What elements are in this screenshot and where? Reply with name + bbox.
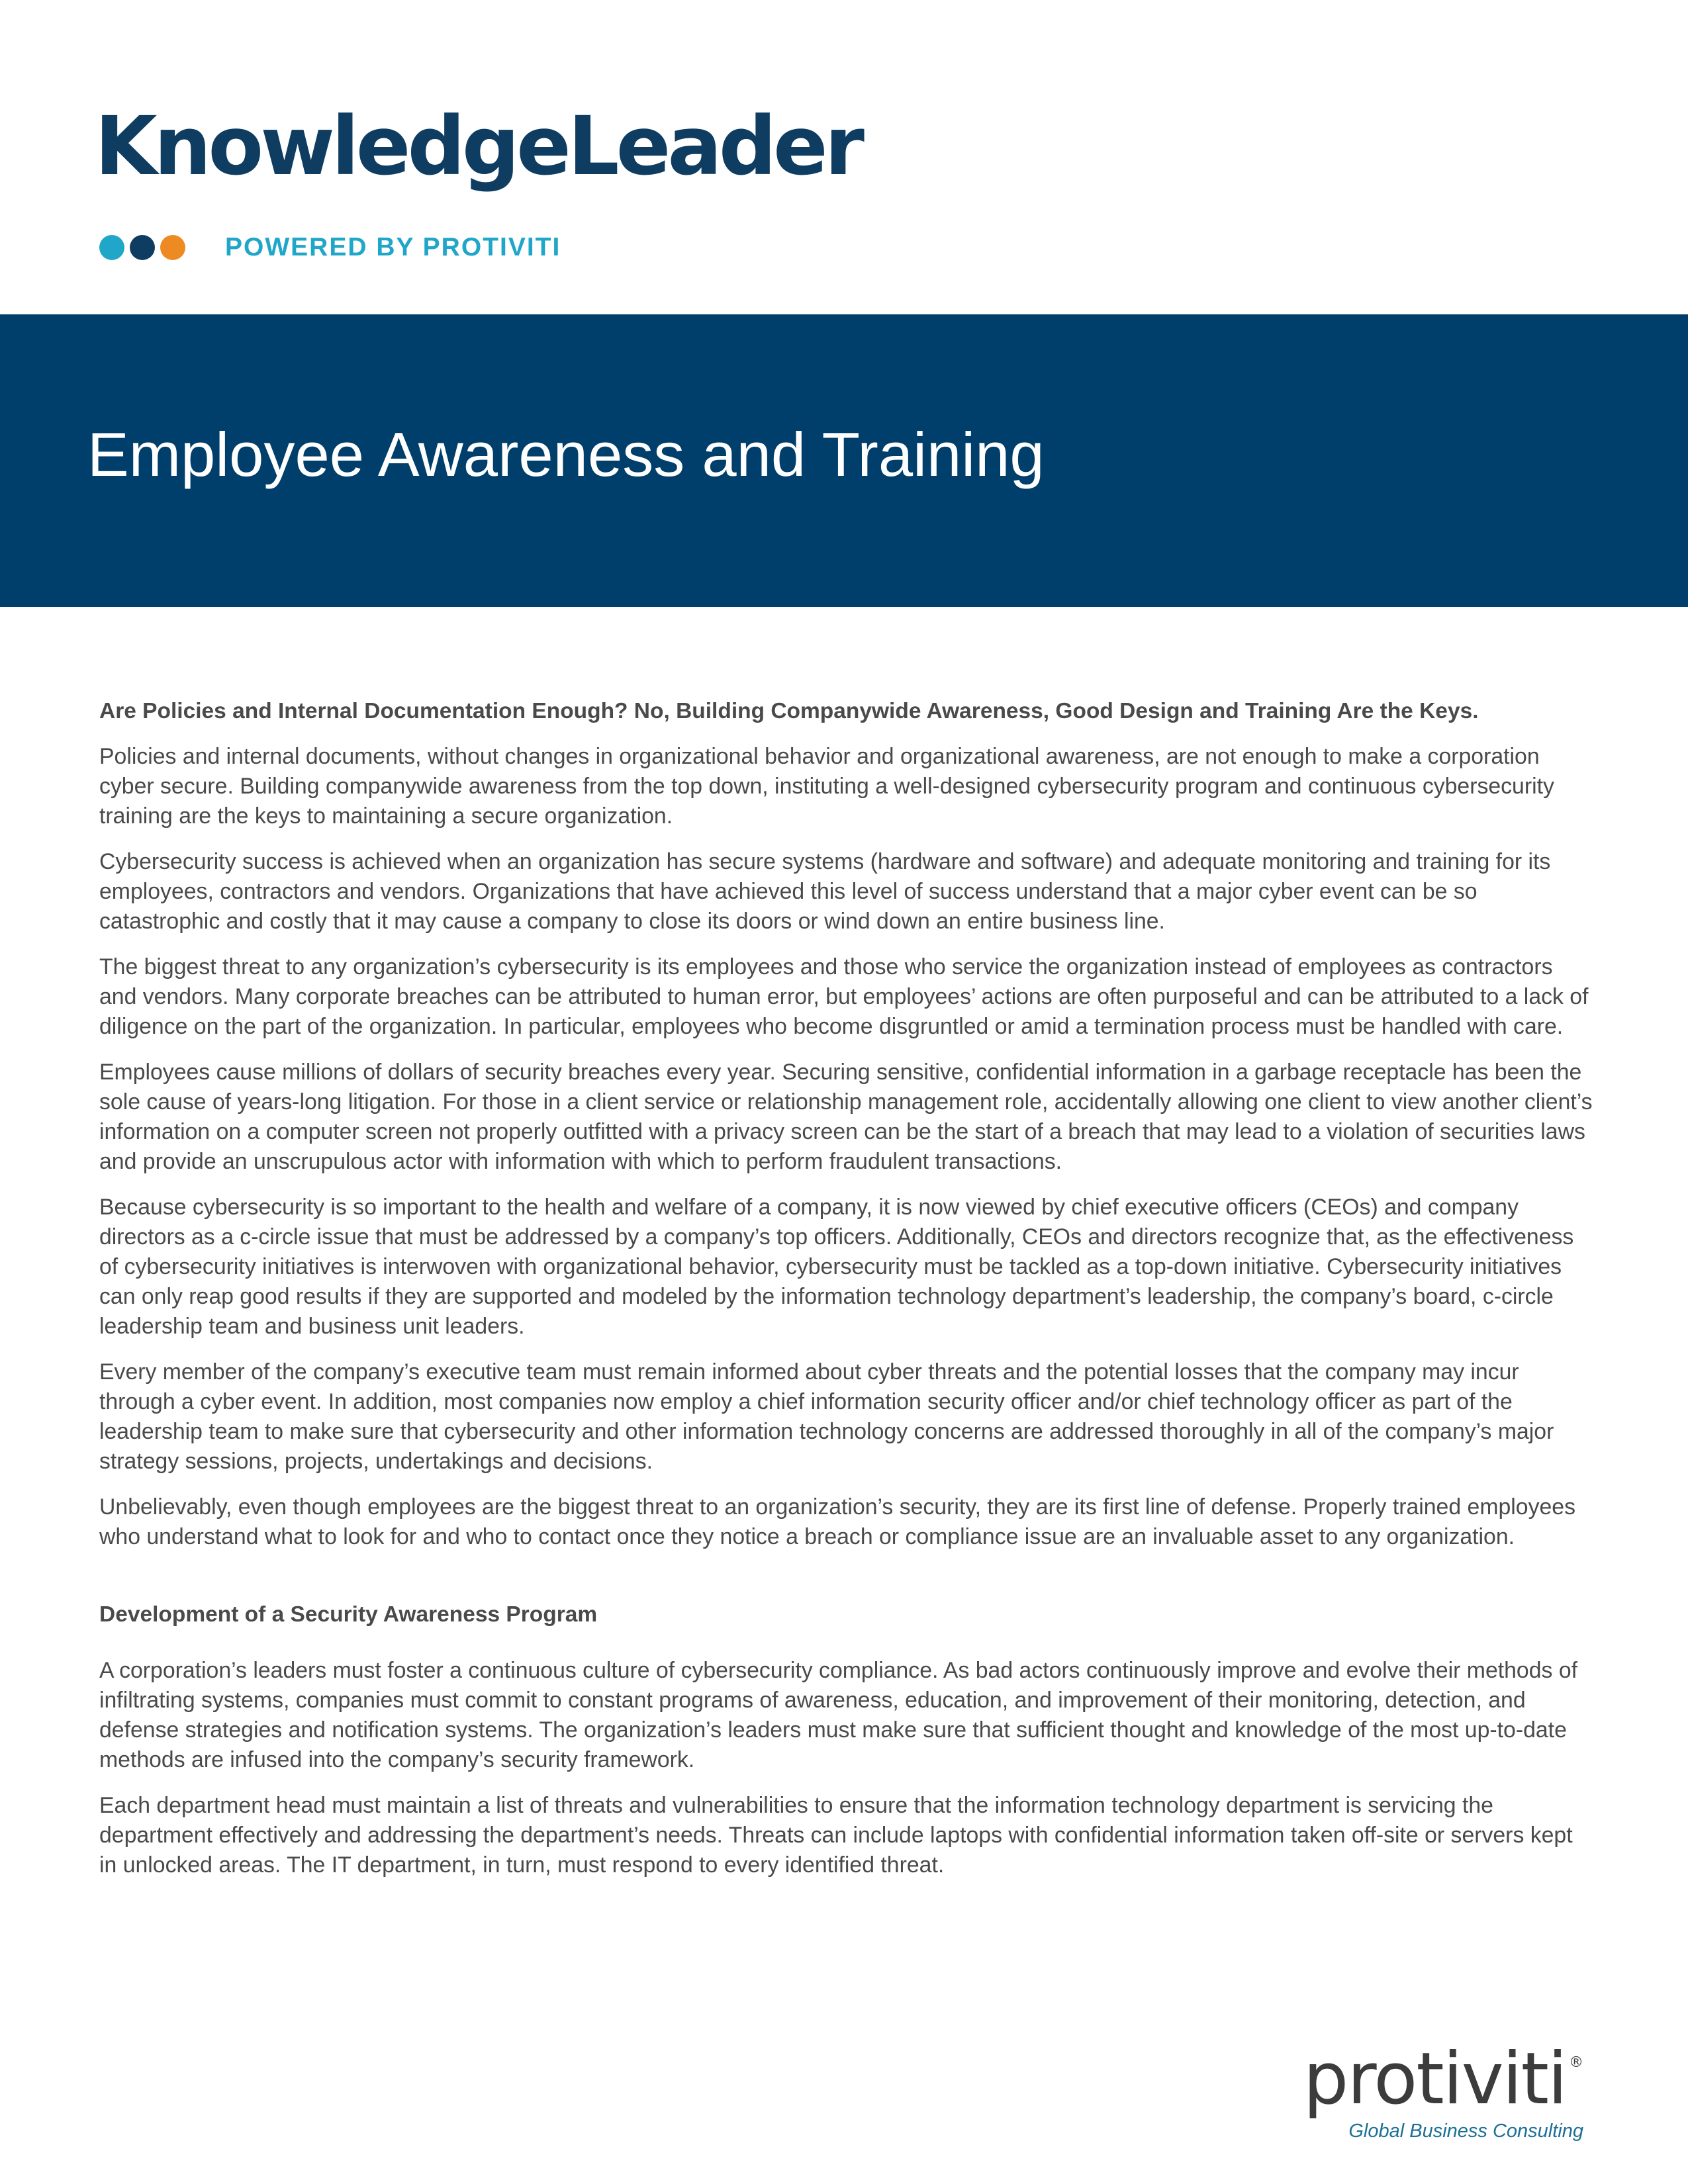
paragraph: Policies and internal documents, without changes in organizational behavior and organizational awareness, are not enough to make a corporation cyber secure. Building companywide awareness from the top down, instituting a well-designed cybersecurity program and continuous cybersecurity training are the keys to maintaining a secure organization.	[99, 744, 1554, 829]
paragraph: The biggest threat to any organization’s cybersecurity is its employees and those who service the organization instead of employees as contractors and vendors. Many corporate breaches can be attributed to human error, but employees’ actions are often purposeful and can be attributed to a lack of diligence on the part of the organization. In particular, employees who become disgruntled or amid a termination process must be handled with care.	[99, 954, 1589, 1040]
protiviti-footer-logo	[1303, 2038, 1583, 2142]
paragraph: Because cybersecurity is so important to the health and welfare of a company, it is now viewed by chief executive officers (CEOs) and company directors as a c-circle issue that must be addressed by a company’s top officers. Additionally, CEOs and directors recognize that, as the effectiveness of cybersecurity initiatives is interwoven with organizational behavior, cybersecurity must be tackled as a top-down initiative. Cybersecurity initiatives can only reap good results if they are supported and modeled by the information technology department’s leadership, the company’s board, c-circle leadership team and business unit leaders.	[99, 1195, 1574, 1340]
paragraph: A corporation’s leaders must foster a continuous culture of cybersecurity compliance. As bad actors continuously improve and evolve their methods of infiltrating systems, companies must commit to constant programs of awareness, education, and improvement of their monitoring, detection, and defense strategies and notification systems. The organization’s leaders must make sure that sufficient thought and knowledge of the most up-to-date methods are infused into the company’s security framework.	[99, 1658, 1578, 1773]
brand-dot-orange	[160, 235, 185, 260]
section-awareness-program	[99, 1600, 1594, 1880]
paragraph: Employees cause millions of dollars of security breaches every year. Securing sensitive, confidential information in a garbage receptacle has been the sole cause of years-long litigation. For those in a client service or relationship management role, accidentally allowing one client to view another client’s information on a computer screen not properly outfitted with a privacy screen can be the start of a breach that may lead to a violation of securities laws and provide an unscrupulous actor with information with which to perform fraudulent transactions.	[99, 1060, 1593, 1175]
brand-dot-teal	[99, 235, 124, 260]
powered-by-tagline: POWERED BY PROTIVITI	[225, 233, 561, 261]
brand-dots-icon	[99, 235, 185, 260]
section-heading: Development of a Security Awareness Program	[99, 1602, 598, 1627]
protiviti-logo-text: protiviti	[1303, 2038, 1566, 2120]
page-title: Employee Awareness and Training	[87, 420, 1045, 489]
registered-mark-icon: ®	[1569, 2054, 1583, 2071]
document-body	[99, 696, 1594, 1896]
brand-dot-navy	[130, 235, 155, 260]
paragraph: Each department head must maintain a list of threats and vulnerabilities to ensure that the information technology department is servicing the department effectively and addressing the department’s needs. Threats can include laptops with confidential information taken off-site or servers kept in unlocked areas. The IT department, in turn, must respond to every identified threat.	[99, 1793, 1573, 1878]
section-policies	[99, 696, 1594, 1552]
knowledgeleader-logo: KnowledgeLeader	[95, 99, 861, 193]
paragraph: Every member of the company’s executive team must remain informed about cyber threats and the potential losses that the company may incur through a cyber event. In addition, most companies now employ a chief information security officer and/or chief technology officer as part of the leadership team to make sure that cybersecurity and other information technology concerns are addressed thoroughly in all of the company’s major strategy sessions, projects, undertakings and decisions.	[99, 1359, 1554, 1475]
paragraph: Cybersecurity success is achieved when an organization has secure systems (hardware and software) and adequate monitoring and training for its employees, contractors and vendors. Organizations that have achieved this level of success understand that a major cyber event can be so catastrophic and costly that it may cause a company to close its doors or wind down an entire business line.	[99, 849, 1551, 934]
page-header	[0, 0, 1688, 314]
protiviti-logo	[1303, 2038, 1583, 2120]
footer-tagline: Global Business Consulting	[1348, 2120, 1583, 2142]
paragraph: Unbelievably, even though employees are the biggest threat to an organization’s security, they are its first line of defense. Properly trained employees who understand what to look for and who to contact once they notice a breach or compliance issue are an invaluable asset to any organization.	[99, 1494, 1575, 1550]
section-heading: Are Policies and Internal Documentation Enough? No, Building Companywide Awareness, Good Design and Training Are the Keys.	[99, 699, 1479, 723]
